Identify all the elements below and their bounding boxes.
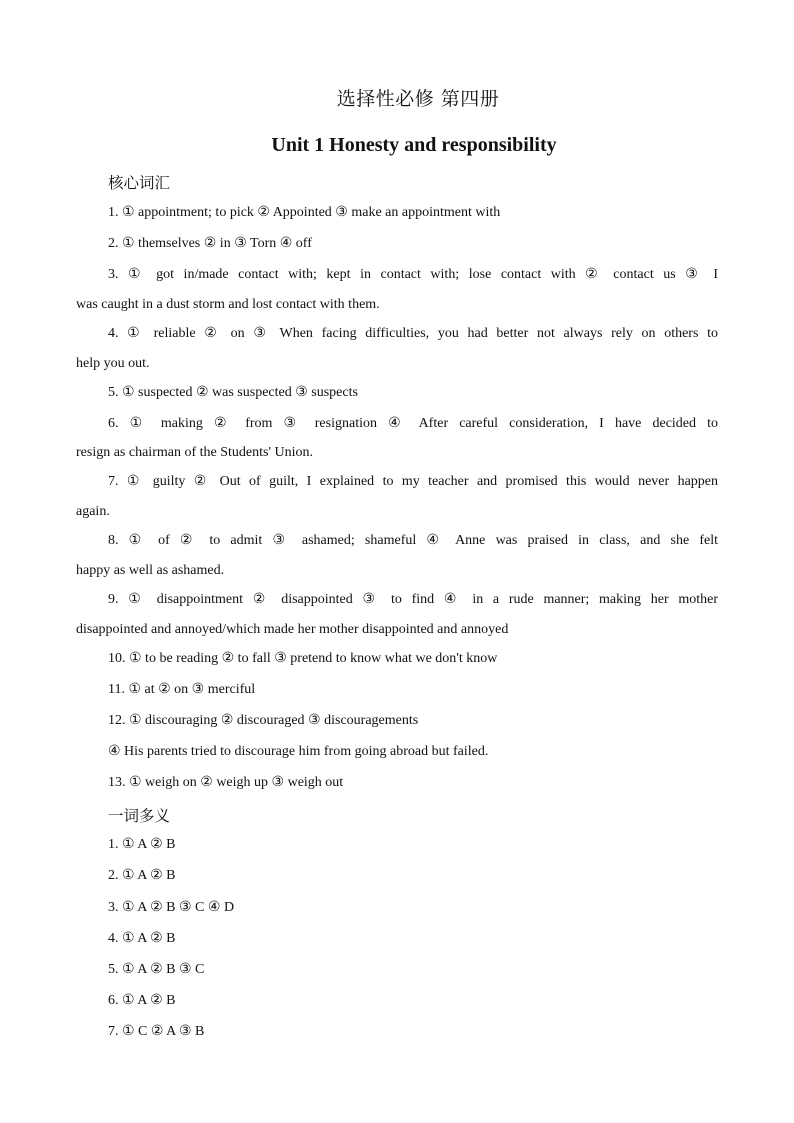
answer-line: 5. ① A ② B ③ C: [108, 962, 205, 977]
answer-line: 6. ① making ② from ③ resignation ④ After careful consideration, I have decided to: [108, 416, 718, 431]
answer-line: 9. ① disappointment ② disappointed ③ to find ④ in a rude manner; making her mother: [108, 592, 718, 607]
answer-line: 4. ① A ② B: [108, 931, 176, 946]
answer-line: help you out.: [76, 356, 150, 371]
answer-line: 7. ① guilty ② Out of guilt, I explained to my teacher and promised this would never happen: [108, 474, 718, 489]
answer-line: disappointed and annoyed/which made her mother disappointed and annoyed: [76, 622, 509, 637]
answer-line: 4. ① reliable ② on ③ When facing difficulties, you had better not always rely on others to: [108, 326, 718, 341]
section-heading-vocab: 核心词汇: [108, 174, 171, 192]
answer-line: 8. ① of ② to admit ③ ashamed; shameful ④ Anne was praised in class, and she felt: [108, 533, 718, 548]
answer-line: again.: [76, 504, 110, 519]
answer-line: 3. ① got in/made contact with; kept in contact with; lose contact with ② contact us ③ I: [108, 267, 718, 282]
answer-line: was caught in a dust storm and lost contact with them.: [76, 297, 380, 312]
answer-line: 2. ① A ② B: [108, 868, 176, 883]
book-title: 选择性必修 第四册: [336, 88, 500, 110]
answer-line: ④ His parents tried to discourage him from going abroad but failed.: [108, 744, 489, 759]
answer-line: happy as well as ashamed.: [76, 563, 225, 578]
answer-line: resign as chairman of the Students' Union.: [76, 445, 313, 460]
answer-line: 1. ① appointment; to pick ② Appointed ③ make an appointment with: [108, 205, 501, 220]
answer-line: 2. ① themselves ② in ③ Torn ④ off: [108, 236, 312, 251]
unit-title: Unit 1 Honesty and responsibility: [271, 134, 557, 156]
answer-line: 10. ① to be reading ② to fall ③ pretend to know what we don't know: [108, 651, 498, 666]
answer-line: 13. ① weigh on ② weigh up ③ weigh out: [108, 775, 344, 790]
answer-line: 5. ① suspected ② was suspected ③ suspects: [108, 385, 358, 400]
answer-line: 3. ① A ② B ③ C ④ D: [108, 900, 235, 915]
answer-line: 7. ① C ② A ③ B: [108, 1024, 205, 1039]
answer-line: 6. ① A ② B: [108, 993, 176, 1008]
section-heading-polysemy: 一词多义: [108, 807, 171, 825]
answer-line: 12. ① discouraging ② discouraged ③ discouragements: [108, 713, 419, 728]
answer-line: 1. ① A ② B: [108, 837, 176, 852]
answer-line: 11. ① at ② on ③ merciful: [108, 682, 256, 697]
